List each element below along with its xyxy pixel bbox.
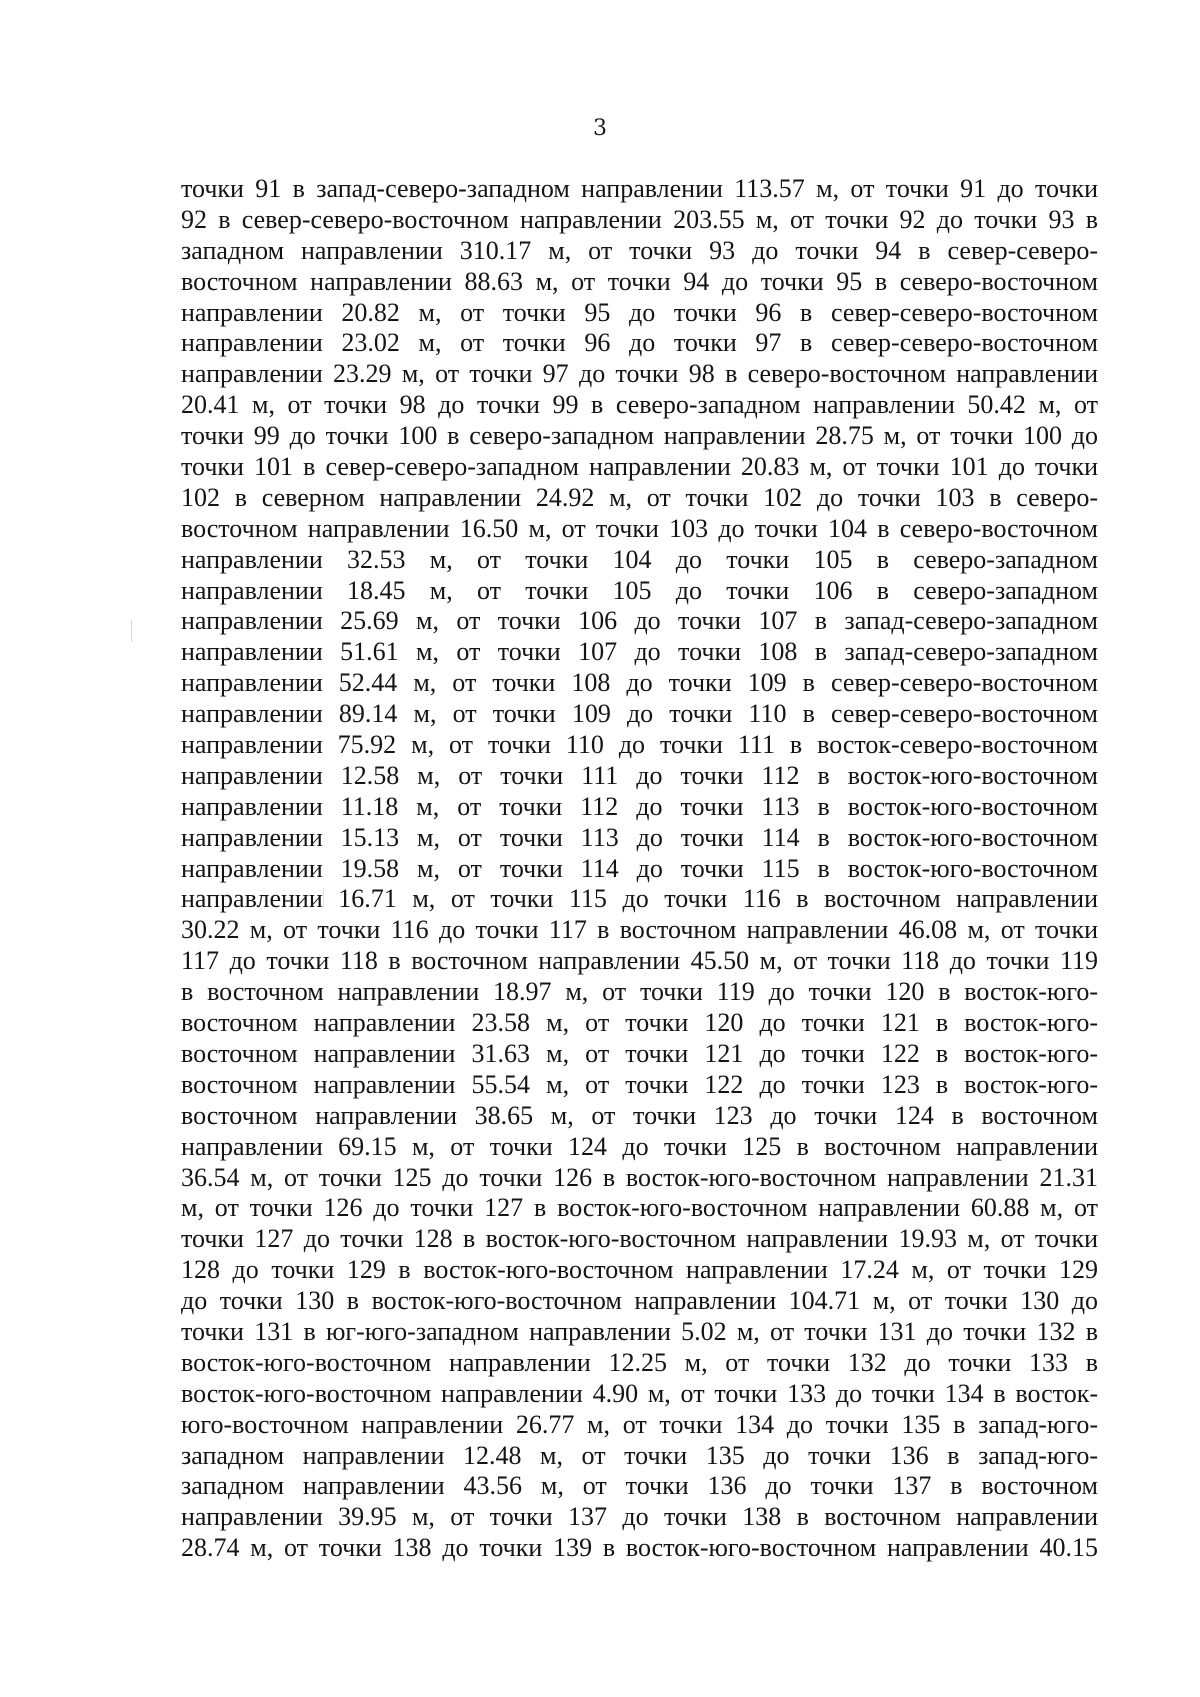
text-line: восточном направлении 88.63 м, от точки 94 до точки 95 в северо-восточном [181,266,1098,296]
text-line: точки 127 до точки 128 в восток-юго-восточном направлении 19.93 м, от точки [181,1224,1098,1254]
text-line: направлении 51.61 м, от точки 107 до точки 108 в запад-северо-западном [181,637,1098,667]
text-line: направлении 89.14 м, от точки 109 до точки 110 в север-северо-восточном [181,699,1098,729]
text-line: точки 131 в юг-юго-западном направлении 5.02 м, от точки 131 до точки 132 в [181,1316,1098,1346]
text-line: западном направлении 310.17 м, от точки 93 до точки 94 в север-северо- [181,235,1098,265]
text-line: 20.41 м, от точки 98 до точки 99 в северо-западном направлении 50.42 м, от [181,390,1098,420]
text-line: 28.74 м, от точки 138 до точки 139 в восток-юго-восточном направлении 40.15 [181,1533,1098,1563]
text-line: направлении 25.69 м, от точки 106 до точки 107 в запад-северо-западном [181,606,1098,636]
text-line: направлении 23.29 м, от точки 97 до точки 98 в северо-восточном направлении [181,359,1098,389]
page-number: 3 [593,116,607,141]
text-line: направлении 11.18 м, от точки 112 до точки 113 в восток-юго-восточном [181,791,1098,821]
text-line: восточном направлении 23.58 м, от точки 120 до точки 121 в восток-юго- [181,1008,1098,1038]
text-line: направлении 12.58 м, от точки 111 до точки 112 в восток-юго-восточном [181,760,1098,790]
text-line: 36.54 м, от точки 125 до точки 126 в восток-юго-восточном направлении 21.31 [181,1162,1098,1192]
text-line: до точки 130 в восток-юго-восточном направлении 104.71 м, от точки 130 до [181,1286,1098,1316]
body-text [181,174,1098,1564]
text-line: направлении 52.44 м, от точки 108 до точки 109 в север-северо-восточном [181,668,1098,698]
text-line: направлении 32.53 м, от точки 104 до точки 105 в северо-западном [181,544,1098,574]
text-line: 30.22 м, от точки 116 до точки 117 в восточном направлении 46.08 м, от точки [181,915,1098,945]
text-line: 117 до точки 118 в восточном направлении 45.50 м, от точки 118 до точки 119 [181,946,1098,976]
text-line: западном направлении 43.56 м, от точки 136 до точки 137 в восточном [181,1471,1098,1501]
text-line: точки 91 в запад-северо-западном направлении 113.57 м, от точки 91 до точки [181,174,1098,203]
text-line: 92 в север-северо-восточном направлении 203.55 м, от точки 92 до точки 93 в [181,204,1098,234]
text-line: направлении 15.13 м, от точки 113 до точки 114 в восток-юго-восточном [181,822,1098,852]
text-line: точки 101 в север-северо-западном направлении 20.83 м, от точки 101 до точки [181,452,1098,482]
text-line: восток-юго-восточном направлении 12.25 м, от точки 132 до точки 133 в [181,1347,1098,1377]
text-line: направлении 19.58 м, от точки 114 до точки 115 в восток-юго-восточном [181,853,1098,883]
text-line: направлении 69.15 м, от точки 124 до точки 125 в восточном направлении [181,1131,1098,1161]
text-line: восточном направлении 16.50 м, от точки 103 до точки 104 в северо-восточном [181,513,1098,543]
text-line: направлении 23.02 м, от точки 96 до точки 97 в север-северо-восточном [181,328,1098,358]
text-line: 128 до точки 129 в восток-юго-восточном направлении 17.24 м, от точки 129 [181,1255,1098,1285]
text-line: направлении 39.95 м, от точки 137 до точки 138 в восточном направлении [181,1502,1098,1532]
text-line: направлении 75.92 м, от точки 110 до точки 111 в восток-северо-восточном [181,730,1098,760]
scan-margin-mark [131,620,132,642]
text-line: восток-юго-восточном направлении 4.90 м, от точки 133 до точки 134 в восток- [181,1378,1098,1408]
text-line: точки 99 до точки 100 в северо-западном направлении 28.75 м, от точки 100 до [181,421,1098,451]
text-line: западном направлении 12.48 м, от точки 135 до точки 136 в запад-юго- [181,1440,1098,1470]
text-line: восточном направлении 55.54 м, от точки 122 до точки 123 в восток-юго- [181,1069,1098,1099]
text-line: 102 в северном направлении 24.92 м, от точки 102 до точки 103 в северо- [181,482,1098,512]
text-line: в восточном направлении 18.97 м, от точки 119 до точки 120 в восток-юго- [181,977,1098,1007]
text-line: направлении 20.82 м, от точки 95 до точки 96 в север-северо-восточном [181,297,1098,327]
text-line: направлении 18.45 м, от точки 105 до точки 106 в северо-западном [181,575,1098,605]
text-line: м, от точки 126 до точки 127 в восток-юго-восточном направлении 60.88 м, от [181,1193,1098,1223]
text-line: юго-восточном направлении 26.77 м, от точки 134 до точки 135 в запад-юго- [181,1409,1098,1439]
text-line: восточном направлении 38.65 м, от точки 123 до точки 124 в восточном [181,1100,1098,1130]
text-line: восточном направлении 31.63 м, от точки 121 до точки 122 в восток-юго- [181,1038,1098,1068]
text-line: направлении 16.71 м, от точки 115 до точки 116 в восточном направлении [181,884,1098,914]
